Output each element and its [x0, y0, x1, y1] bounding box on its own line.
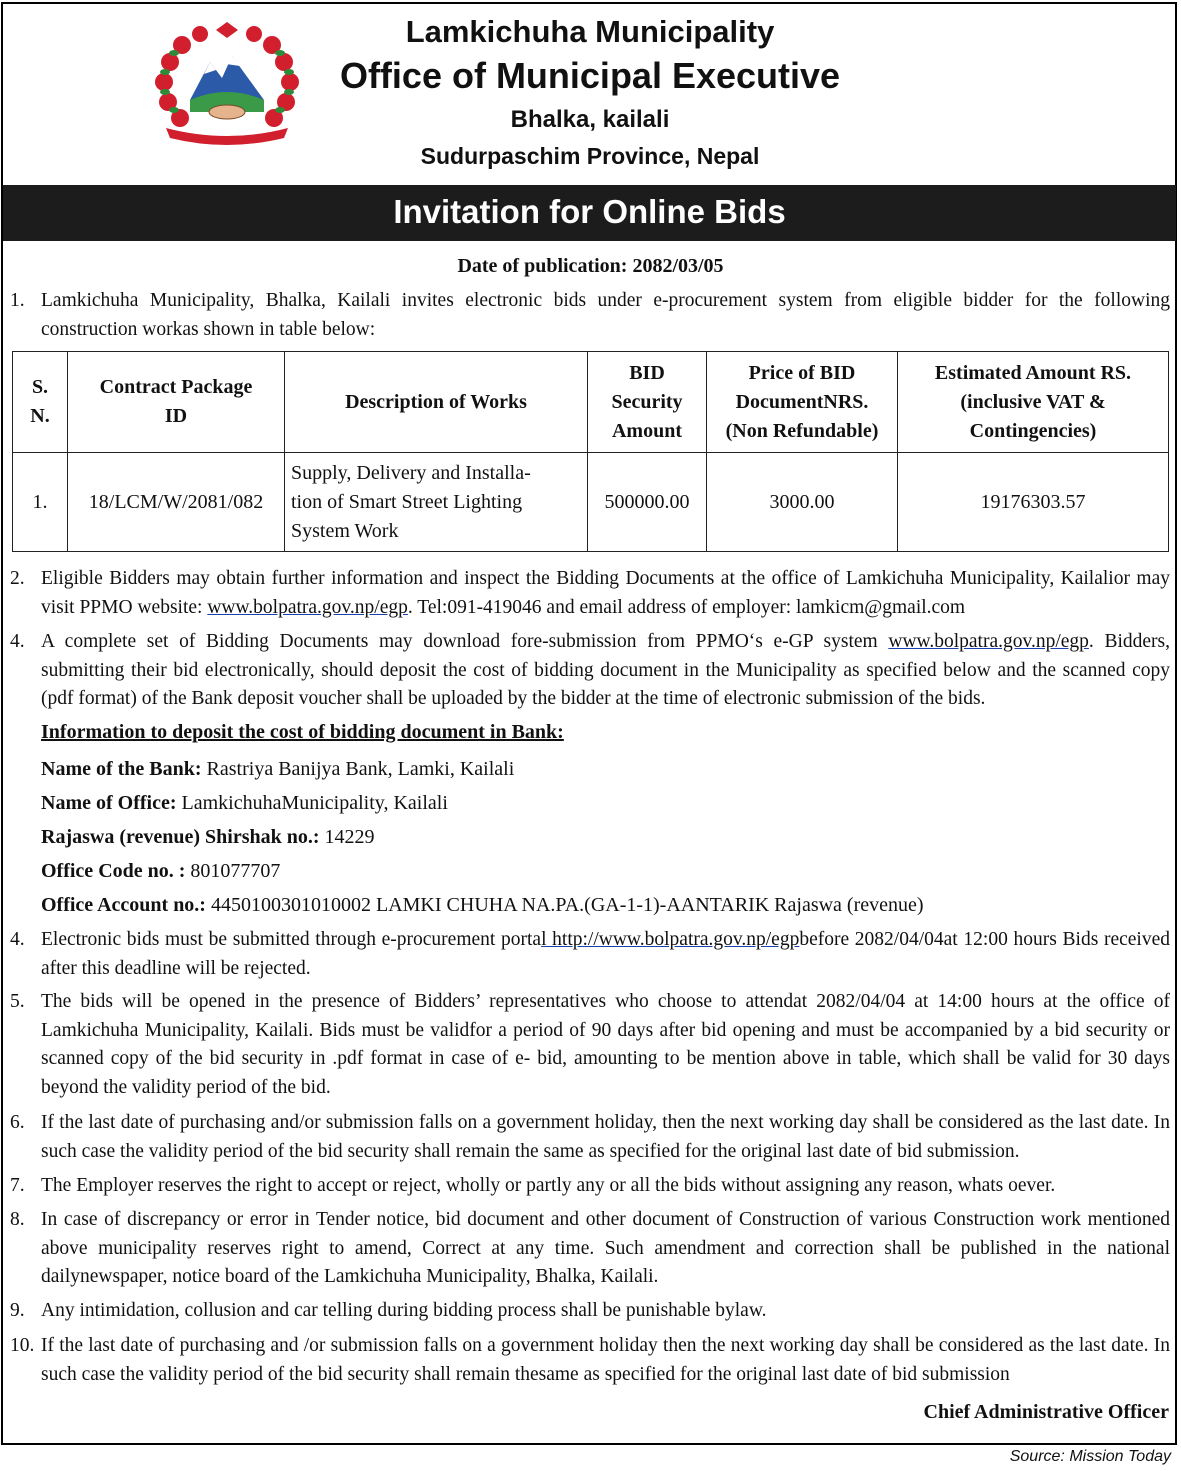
- municipality-name: Lamkichuha Municipality: [405, 14, 775, 49]
- cell-estimated-amount: 19176303.57: [898, 453, 1169, 552]
- clause-text: The bids will be opened in the presence of Bidders’ representatives who choose to attendat 2082/04/04 at 14:00 hours at the office of Lamkichuha Municipality, Kailali. Bids must be validfor a period of 90 days after bid opening and must be accompanied by a bid security or scanned copy of the bid security in .pdf format in case of e- bid, amounting to be mention above in table, which shall be valid for 30 days beyond the validity period of the bid.: [41, 991, 1170, 1098]
- cell-description: Supply, Delivery and Installa- tion of Smart Street Lighting System Work: [285, 453, 588, 552]
- table-row: [13, 453, 1169, 552]
- col-security: BID Security Amount: [588, 352, 707, 453]
- cell-package-id: 18/LCM/W/2081/082: [68, 453, 285, 552]
- egp-link[interactable]: www.bolpatra.gov.np/egp: [888, 631, 1089, 652]
- office-location: Bhalka, kailali: [510, 106, 670, 133]
- clause-number: 4.: [10, 929, 25, 950]
- clause-text: The Employer reserves the right to accept or reject, wholly or partly any or all the bids without assigning any reason, whats oever.: [41, 1175, 1056, 1196]
- clause-text: If the last date of purchasing and/or submission falls on a government holiday, then the next working day shall be considered as the last date. In such case the validity period of the bid security shall remain the same as specified for the original last date of bid submission.: [41, 1112, 1170, 1162]
- clause-10: [10, 1332, 1170, 1389]
- nepal-emblem-icon: [152, 20, 302, 145]
- clause-number: 6.: [10, 1112, 25, 1133]
- bid-table: [12, 351, 1169, 552]
- bank-name-line: Name of the Bank: Rastriya Banijya Bank, Lamki, Kailali: [41, 758, 515, 780]
- clause-text: Lamkichuha Municipality, Bhalka, Kailali invites electronic bids under e-procurement system from eligible bidder for the following construction workas shown in table below:: [41, 290, 1170, 340]
- clause-7: [10, 1172, 1170, 1201]
- publication-date: Date of publication: 2082/03/05: [457, 255, 724, 277]
- clause-text: A complete set of Bidding Documents may download fore-submission from PPMO‘s e-GP system www.bolpatra.gov.np/egp. Bidders, submitting their bid electronically, should deposit the cost of bidding document in the Municipality as specified below and the scanned copy (pdf format) of the Bank deposit voucher shall be uploaded by the bidder at the time of electronic submission of the bids.: [41, 631, 1170, 709]
- office-name: Office of Municipal Executive: [339, 55, 841, 96]
- clause-text: Any intimidation, collusion and car telling during bidding process shall be punishable bylaw.: [41, 1300, 767, 1321]
- province-name: Sudurpaschim Province, Nepal: [420, 143, 760, 169]
- portal-link[interactable]: l http://www.bolpatra.gov.np/egp: [541, 929, 800, 950]
- clause-9: [10, 1297, 1170, 1326]
- clause-number: 2.: [10, 568, 25, 589]
- clause-4b: [10, 926, 1170, 983]
- clause-6: [10, 1109, 1170, 1166]
- signatory-title: Chief Administrative Officer: [923, 1401, 1169, 1423]
- clause-number: 5.: [10, 991, 25, 1012]
- revenue-line: Rajaswa (revenue) Shirshak no.: 14229: [41, 826, 375, 848]
- col-description: Description of Works: [285, 352, 588, 453]
- clause-2: [10, 565, 1170, 622]
- col-price: Price of BID DocumentNRS. (Non Refundable): [707, 352, 898, 453]
- clause-number: 4.: [10, 631, 25, 652]
- cell-bid-security: 500000.00: [588, 453, 707, 552]
- clause-text: Eligible Bidders may obtain further information and inspect the Bidding Documents at the office of Lamkichuha Municipality, Kailalior may visit PPMO website: www.bolpatra.gov.np/egp. Tel:091-419046 and email address of employer: lamkicm@gmail.com: [41, 568, 1170, 618]
- clause-text: In case of discrepancy or error in Tender notice, bid document and other document of Construction of various Construction work mentioned above municipality reserves right to amend, Correct at any time. Such amendment and correction shall be published in the national dailynewspaper, notice board of the Lamkichuha Municipality, Bhalka, Kailali.: [41, 1209, 1170, 1287]
- cell-sn: 1.: [13, 453, 68, 552]
- clause-1: [10, 287, 1170, 344]
- clause-number: 1.: [10, 290, 25, 311]
- table-header-row: [13, 352, 1169, 453]
- notice-header: [0, 0, 1181, 185]
- clause-number: 8.: [10, 1209, 25, 1230]
- clause-5: [10, 988, 1170, 1102]
- clause-4a: [10, 628, 1170, 714]
- bank-info-heading: Information to deposit the cost of bidding document in Bank:: [41, 721, 564, 743]
- ppmo-link[interactable]: www.bolpatra.gov.np/egp: [207, 596, 408, 618]
- clause-number: 10.: [10, 1335, 35, 1356]
- clause-8: [10, 1206, 1170, 1292]
- clause-text: Electronic bids must be submitted through e-procurement portal http://www.bolpatra.gov.np/egpbefore 2082/04/04at 12:00 hours Bids received after this deadline will be rejected.: [41, 929, 1170, 979]
- col-package: Contract Package ID: [68, 352, 285, 453]
- clause-text: If the last date of purchasing and /or submission falls on a government holiday then the next working day shall be considered as the last date. In such case the validity period of the bid security shall remain thesame as specified for the original last date of bid submission: [41, 1335, 1170, 1385]
- col-estimate: Estimated Amount RS. (inclusive VAT & Contingencies): [898, 352, 1169, 453]
- notice-title: Invitation for Online Bids: [3, 185, 1176, 241]
- office-name-line: Name of Office: LamkichuhaMunicipality, Kailali: [41, 792, 448, 814]
- cell-document-price: 3000.00: [707, 453, 898, 552]
- clause-number: 7.: [10, 1175, 25, 1196]
- office-code-line: Office Code no. : 801077707: [41, 860, 281, 882]
- source-credit: Source: Mission Today: [1009, 1448, 1171, 1465]
- col-sn: S. N.: [13, 352, 68, 453]
- account-line: Office Account no.: 4450100301010002 LAMKI CHUHA NA.PA.(GA-1-1)-AANTARIK Rajaswa (revenue): [41, 894, 924, 916]
- clause-number: 9.: [10, 1300, 25, 1321]
